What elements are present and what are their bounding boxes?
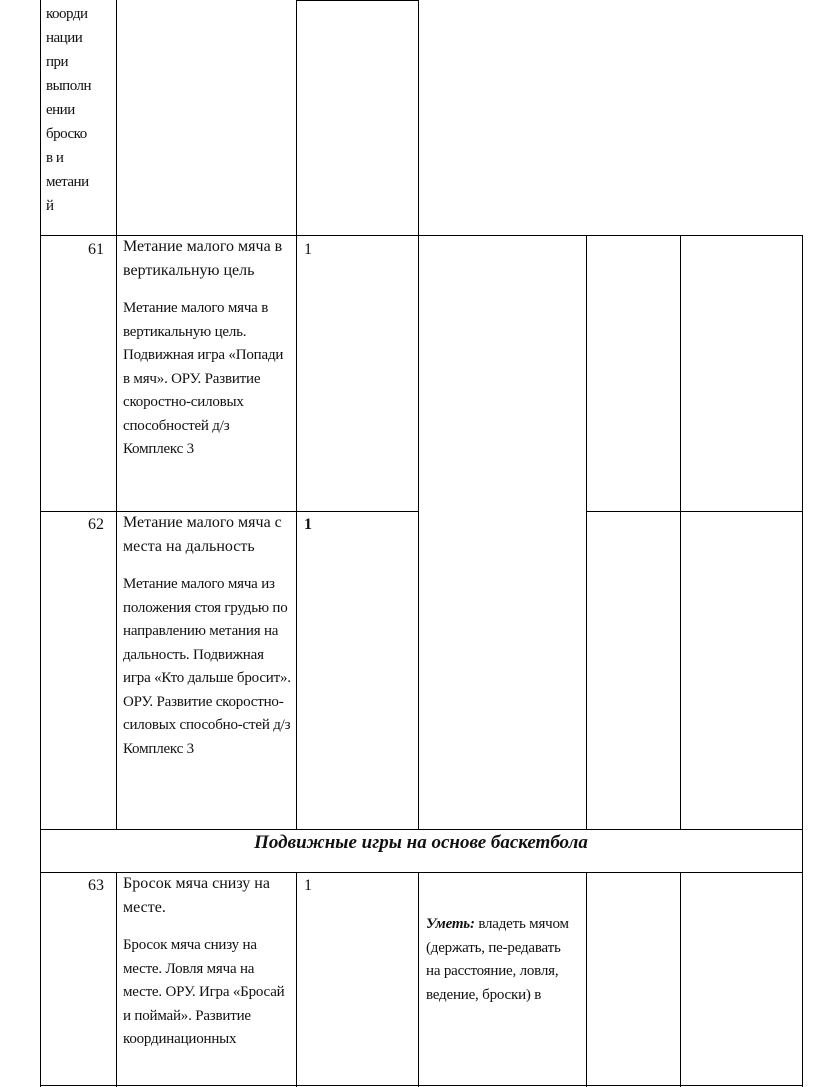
fragment-line: в и: [46, 150, 64, 166]
lesson-cell: [123, 511, 293, 761]
skills-cell: [426, 913, 576, 1007]
table-border-col4: [586, 235, 587, 829]
fragment-line: при: [46, 54, 69, 70]
row-number: 61: [88, 241, 104, 258]
lesson-hours: 1: [304, 877, 312, 894]
fragment-line: коорди: [46, 6, 88, 22]
top-fragment-text: [46, 2, 114, 218]
fragment-line: броско: [46, 126, 87, 142]
table-border-col1: [116, 0, 117, 829]
table-border-col4-r63: [586, 872, 587, 1087]
skill-label: Уметь:: [426, 916, 475, 932]
row-number: 62: [88, 516, 104, 533]
skill-text: владеть мячом (держать, пе-редавать на расстояние, ловля, ведение, броски) в: [426, 916, 569, 1003]
table-border-right: [802, 235, 803, 1087]
lesson-cell: [123, 872, 293, 1052]
table-border-col5: [680, 235, 681, 829]
table-border-col3: [418, 0, 419, 829]
lesson-title: Бросок мяча снизу на месте.: [123, 875, 270, 916]
lesson-hours: 1: [304, 516, 312, 533]
lesson-description: Бросок мяча снизу на месте. Ловля мяча на месте. ОРУ. Игра «Бросай и поймай». Развитие координационных: [123, 937, 285, 1047]
table-border-col5-r63: [680, 872, 681, 1087]
fragment-line: нации: [46, 30, 83, 46]
table-border-col1-r63: [116, 872, 117, 1087]
fragment-line: выполн: [46, 78, 92, 94]
table-border-left: [40, 0, 41, 1087]
lesson-hours: 1: [304, 241, 312, 258]
table-bottom-border: [40, 1085, 803, 1086]
table-border-top-fragment: [296, 0, 419, 1]
lesson-title: Метание малого мяча в вертикальную цель: [123, 238, 283, 279]
lesson-cell: [123, 235, 293, 462]
fragment-line: й: [46, 198, 54, 214]
table-border-col2-r63: [296, 872, 297, 1087]
lesson-title: Метание малого мяча с места на дальность: [123, 514, 282, 555]
lesson-description: Метание малого мяча из положения стоя грудью по направлению метания на дальность. Подвижная игра «Кто дальше бросит». ОРУ. Развитие скоростно-силовых способно-стей д/з Комплекс 3: [123, 576, 291, 757]
row-62-top-border-right: [586, 511, 803, 512]
row-number: 63: [88, 877, 104, 894]
section-title: Подвижные игры на основе баскетбола: [254, 832, 588, 853]
table-border-col2: [296, 0, 297, 829]
lesson-description: Метание малого мяча в вертикальную цель. Подвижная игра «Попади в мяч». ОРУ. Развитие скоростно-силовых способностей д/з Комплекс 3: [123, 300, 284, 457]
fragment-line: метани: [46, 174, 89, 190]
fragment-line: ении: [46, 102, 75, 118]
table-border-col3-r63: [418, 872, 419, 1087]
